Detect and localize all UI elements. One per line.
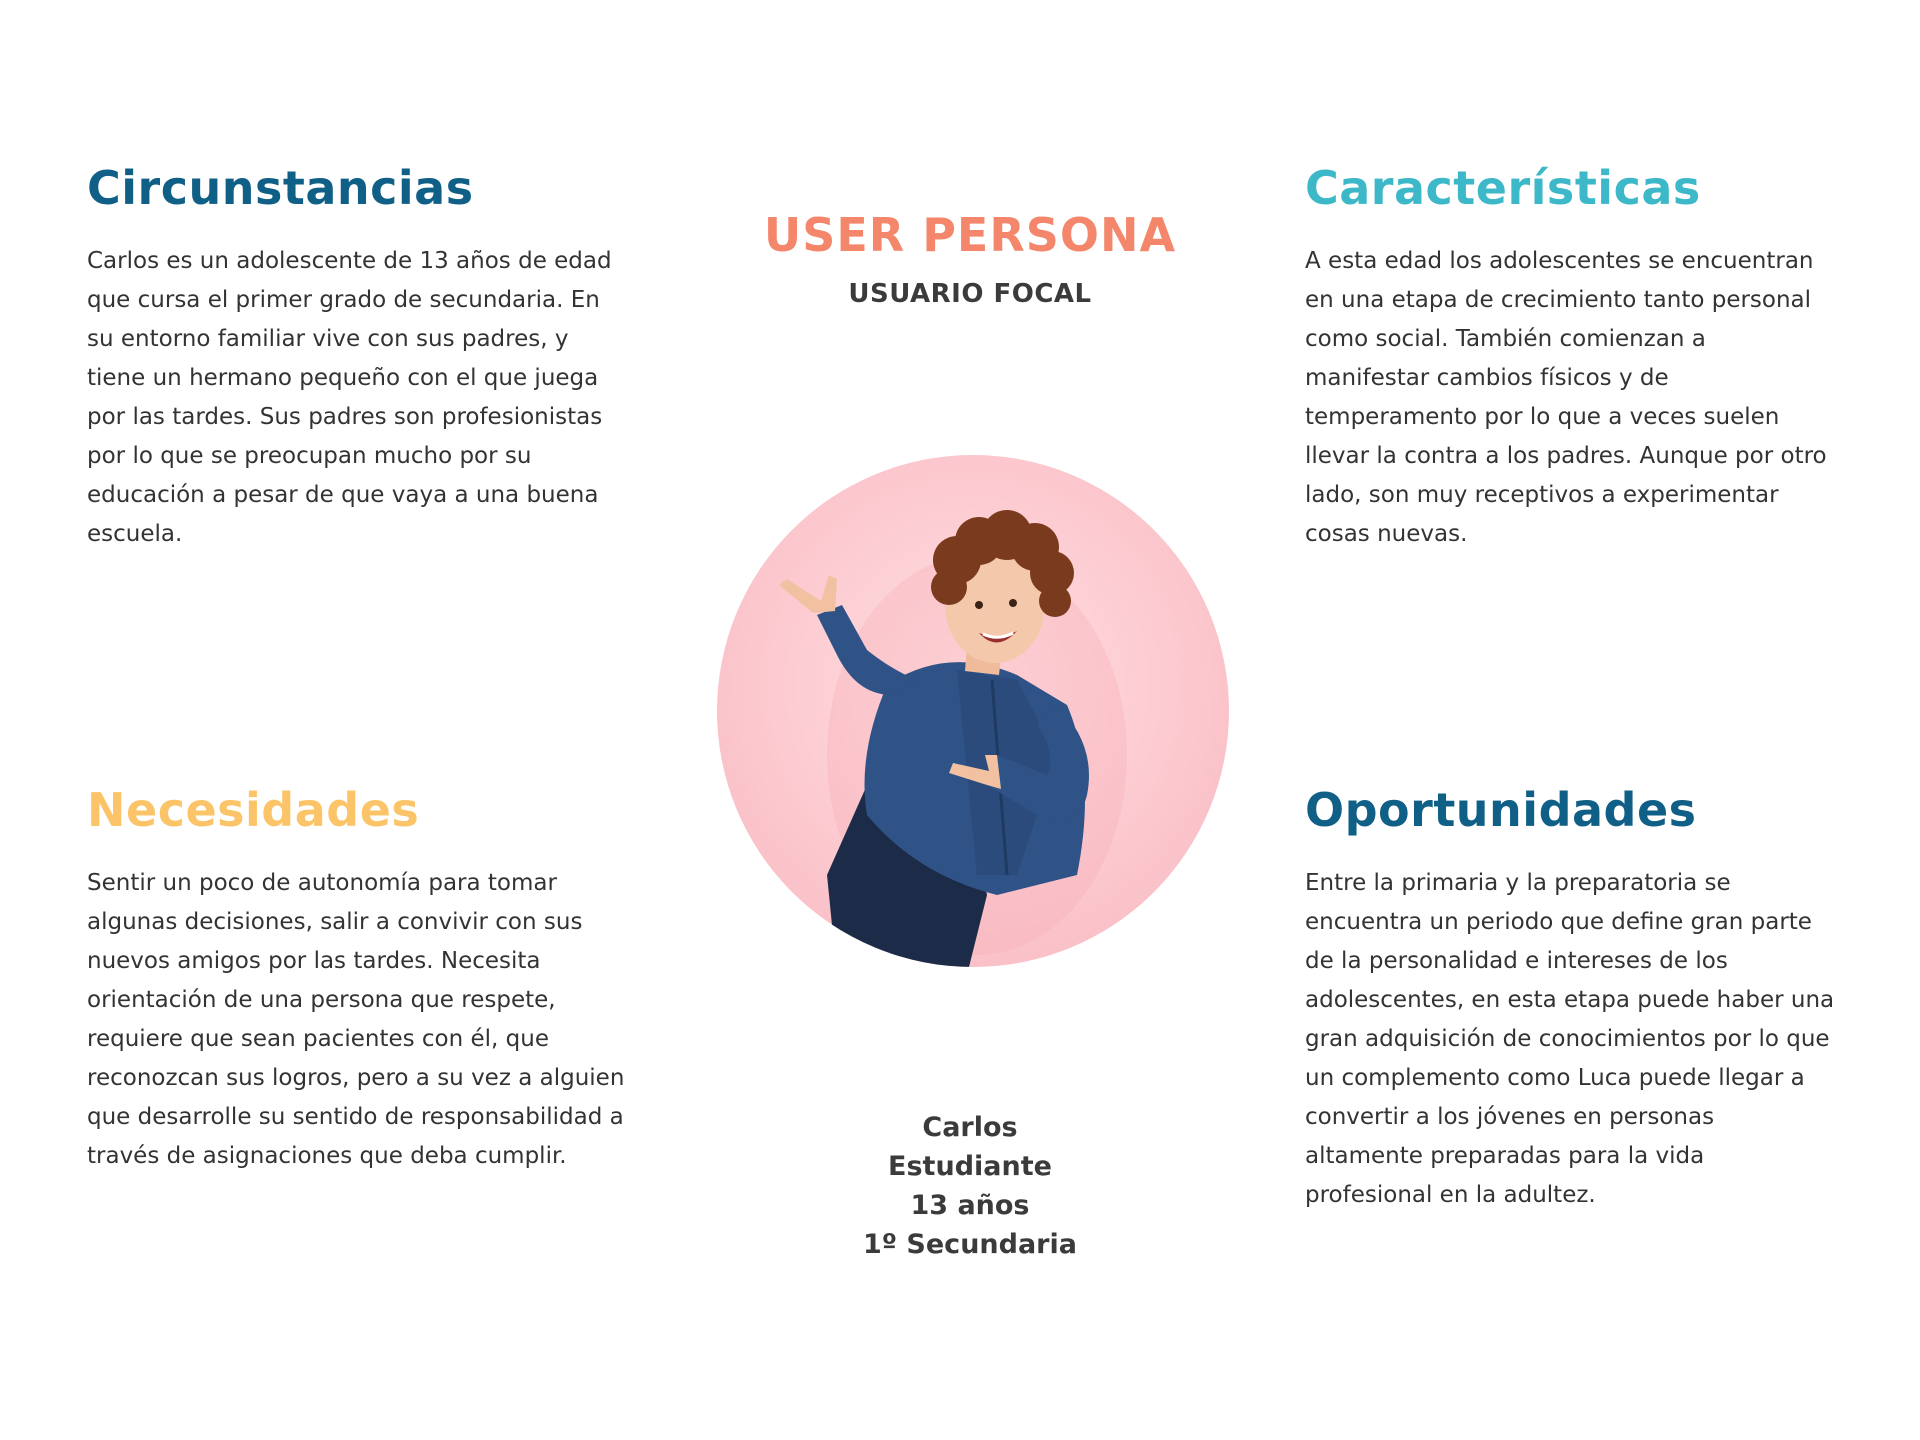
user-persona-header [700,205,1240,311]
necesidades-section [87,780,627,1176]
caracteristicas-body: A esta edad los adolescentes se encuentran en una etapa de crecimiento tanto personal como social. También comienzan a manifestar cambios físicos y de temperamento por lo que a veces suelen llevar la contra a los padres. Aunque por otro lado, son muy receptivos a experimentar cosas nuevas. [1305,248,1827,547]
profile-name: Carlos [922,1112,1018,1143]
profile-grade: 1º Secundaria [863,1229,1077,1260]
oportunidades-section [1305,780,1835,1215]
user-persona-subtitle: USUARIO FOCAL [848,279,1092,309]
circunstancias-body: Carlos es un adolescente de 13 años de edad que cursa el primer grado de secundaria. En su entorno familiar vive con sus padres, y tiene un hermano pequeño con el que juega por las tardes. Sus padres son profesionistas por lo que se preocupan mucho por su educación a pesar de que vaya a una buena escuela. [87,248,612,547]
persona-profile [820,1108,1120,1264]
profile-role: Estudiante [888,1151,1052,1182]
profile-age: 13 años [910,1190,1030,1221]
circunstancias-section [87,158,627,554]
boy-illustration [717,455,1229,967]
oportunidades-body: Entre la primaria y la preparatoria se encuentra un periodo que define gran parte de la personalidad e intereses de los adolescentes, en esta etapa puede haber una gran adquisición de conocimientos por lo que un complemento como Luca puede llegar a convertir a los jóvenes en personas altamente preparadas para la vida profesional en la adultez. [1305,870,1835,1208]
oportunidades-title: Oportunidades [1305,783,1697,837]
persona-photo [717,455,1229,967]
necesidades-body: Sentir un poco de autonomía para tomar algunas decisiones, salir a convivir con sus nuevos amigos por las tardes. Necesita orientación de una persona que respete, requiere que sean pacientes con él, que reconozcan sus logros, pero a su vez a alguien que desarrolle su sentido de responsabilidad a través de asignaciones que deba cumplir. [87,870,625,1169]
necesidades-title: Necesidades [87,783,420,837]
circunstancias-title: Circunstancias [87,161,474,215]
caracteristicas-title: Características [1305,161,1701,215]
caracteristicas-section [1305,158,1835,554]
user-persona-title: USER PERSONA [763,208,1177,262]
